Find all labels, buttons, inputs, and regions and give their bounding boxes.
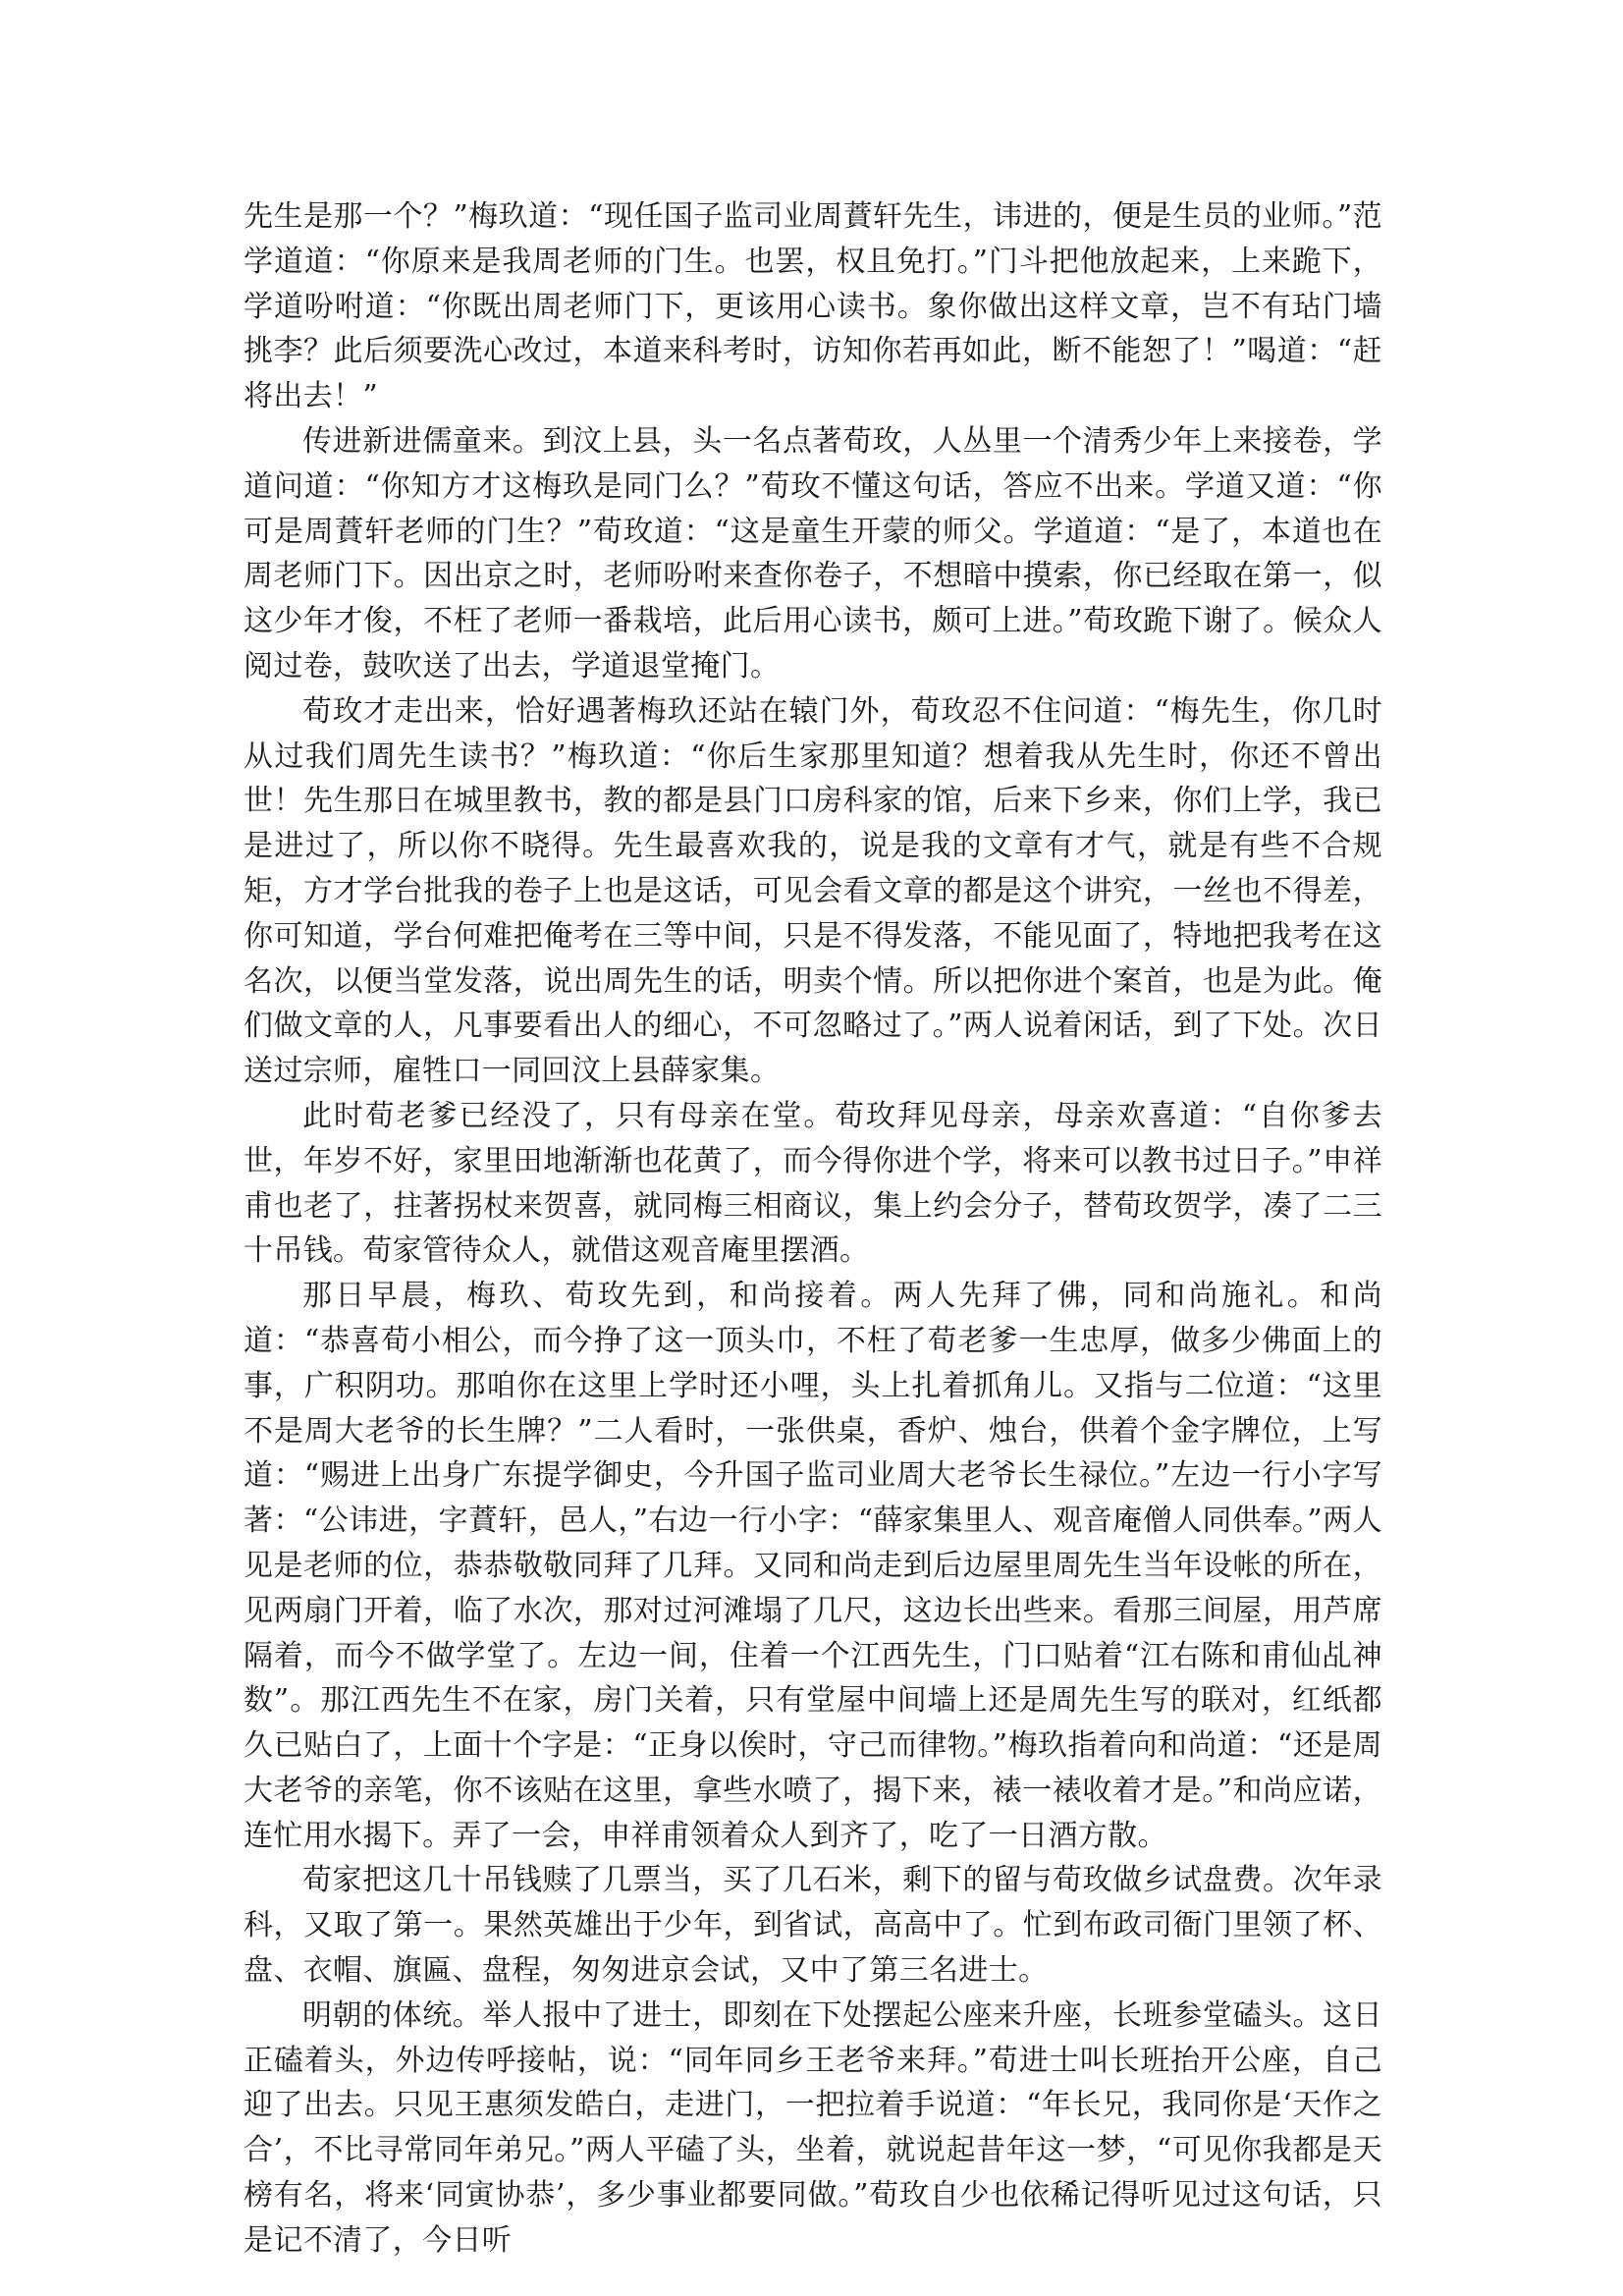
paragraph: 荀家把这几十吊钱赎了几票当，买了几石米，剩下的留与荀玫做乡试盘费。次年录科，又取了第一。果然英雄出于少年，到省试，高高中了。忙到布政司衙门里领了杯、盘、衣帽、旗匾、盘程，匆匆进京会试，又中了第三名进士。 — [243, 1863, 1382, 1989]
paragraph: 此时荀老爹已经没了，只有母亲在堂。荀玫拜见母亲，母亲欢喜道：“自你爹去世，年岁不好，家里田地渐渐也花黄了，而今得你进个学，将来可以教书过日子。”申祥甫也老了，拄著拐杖来贺喜，就同梅三相商议，集上约会分子，替荀玫贺学，凑了二三十吊钱。荀家管待众人，就借这观音庵里摆酒。 — [243, 1098, 1382, 1269]
document-body — [243, 194, 1382, 2264]
paragraph: 先生是那一个？”梅玖道：“现任国子监司业周蕡轩先生，讳进的，便是生员的业师。”范学道道：“你原来是我周老师的门生。也罢，权且免打。”门斗把他放起来，上来跪下，学道吩咐道：“你既出周老师门下，更该用心读书。象你做出这样文章，岂不有玷门墙挑李？此后须要洗心改过，本道来科考时，访知你若再如此，断不能恕了！”喝道：“赶将出去！” — [243, 199, 1382, 414]
paragraph: 荀玫才走出来，恰好遇著梅玖还站在辕门外，荀玫忍不住问道：“梅先生，你几时从过我们周先生读书？”梅玖道：“你后生家那里知道？想着我从先生时，你还不曾出世！先生那日在城里教书，教的都是县门口房科家的馆，后来下乡来，你们上学，我已是进过了，所以你不晓得。先生最喜欢我的，说是我的文章有才气，就是有些不合规矩，方才学台批我的卷子上也是这话，可见会看文章的都是这个讲究，一丝也不得差，你可知道，学台何难把俺考在三等中间，只是不得发落，不能见面了，特地把我考在这名次，以便当堂发落，说出周先生的话，明卖个情。所以把你进个案首，也是为此。俺们做文章的人，凡事要看出人的细心，不可忽略过了。”两人说着闲话，到了下处。次日送过宗师，雇牲口一同回汶上县薛家集。 — [243, 693, 1382, 1089]
paragraph: 传进新进儒童来。到汶上县，头一名点著荀玫，人丛里一个清秀少年上来接卷，学道问道：“你知方才这梅玖是同门么？”荀玫不懂这句话，答应不出来。学道又道：“你可是周蕡轩老师的门生？”荀玫道：“这是童生开蒙的师父。学道道：“是了，本道也在周老师门下。因出京之时，老师吩咐来查你卷子，不想暗中摸索，你已经取在第一，似这少年才俊，不枉了老师一番栽培，此后用心读书，颇可上进。”荀玫跪下谢了。候众人阅过卷，鼓吹送了出去，学道退堂掩门。 — [243, 423, 1382, 683]
paragraph: 明朝的体统。举人报中了进士，即刻在下处摆起公座来升座，长班参堂磕头。这日正磕着头，外边传呼接帖，说：“同年同乡王老爷来拜。”荀进士叫长班抬开公座，自己迎了出去。只见王惠须发皓白，走进门，一把拉着手说道：“年长兄，我同你是‘天作之合’，不比寻常同年弟兄。”两人平磕了头，坐着，就说起昔年这一梦，“可见你我都是天榜有名，将来‘同寅协恭’，多少事业都要同做。”荀玫自少也依稀记得听见过这句话，只是记不清了，今日听 — [243, 1997, 1382, 2258]
paragraph: 那日早晨，梅玖、荀玫先到，和尚接着。两人先拜了佛，同和尚施礼。和尚道：“恭喜荀小相公，而今挣了这一顶头巾，不枉了荀老爹一生忠厚，做多少佛面上的事，广积阴功。那咱你在这里上学时还小哩，头上扎着抓角儿。又指与二位道：“这里不是周大老爷的长生牌？”二人看时，一张供桌，香炉、烛台，供着个金字牌位，上写道：“赐进上出身广东提学御史，今升国子监司业周大老爷长生禄位。”左边一行小字写著：“公讳进，字蕡轩，邑人，”右边一行小字：“薛家集里人、观音庵僧人同供奉。”两人见是老师的位，恭恭敬敬同拜了几拜。又同和尚走到后边屋里周先生当年设帐的所在，见两扇门开着，临了水次，那对过河滩塌了几尺，这边长出些来。看那三间屋，用芦席隔着，而今不做学堂了。左边一间，住着一个江西先生，门口贴着“江右陈和甫仙乩神数”。那江西先生不在家，房门关着，只有堂屋中间墙上还是周先生写的联对，红纸都久已贴白了，上面十个字是：“正身以俟时，守己而律物。”梅玖指着向和尚道：“还是周大老爷的亲笔，你不该贴在这里，拿些水喷了，揭下来，裱一裱收着才是。”和尚应诺，连忙用水揭下。弄了一会，申祥甫领着众人到齐了，吃了一日酒方散。 — [243, 1279, 1382, 1853]
